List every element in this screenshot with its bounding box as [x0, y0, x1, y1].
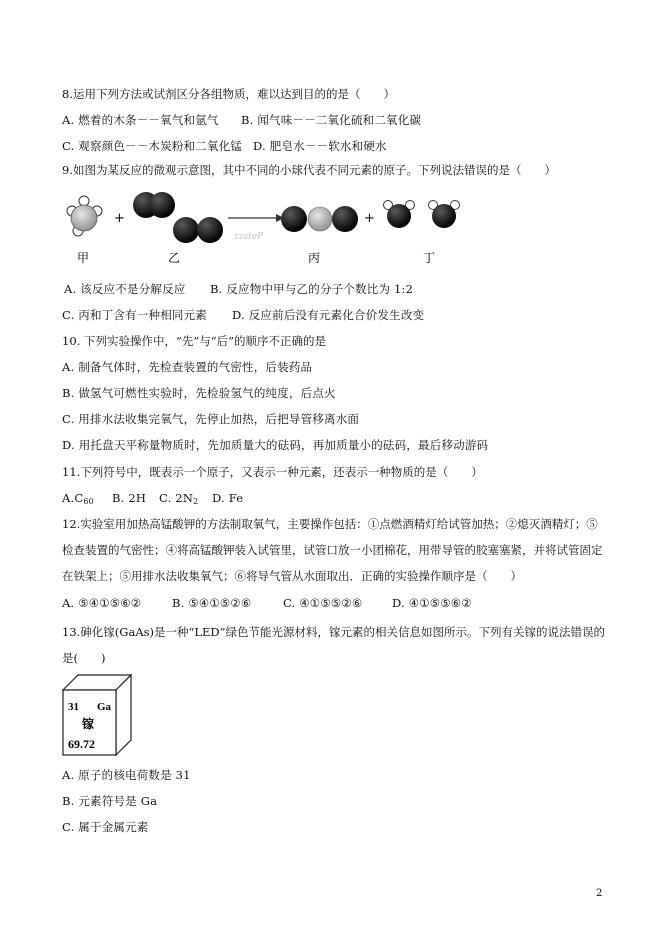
q8-option-d: D. 肥皂水－－软水和硬水 — [253, 139, 387, 153]
label-ding: 丁 — [423, 251, 436, 265]
plus-sign-1: + — [114, 211, 125, 226]
q12-option-b: B. ⑤④①⑤②⑥ — [172, 596, 252, 610]
label-bing: 丙 — [308, 251, 321, 265]
molecule-yi — [133, 192, 223, 243]
gallium-element-card — [62, 674, 132, 756]
q8-option-c: C. 观察颜色－－木炭粉和二氧化锰 — [62, 139, 243, 153]
q11-stem: 11.下列符号中，既表示一个原子，又表示一种元素，还表示一种物质的是（ ） — [62, 465, 483, 479]
q10-option-c: C. 用排水法收集完氧气，先停止加热，后把导管移离水面 — [62, 412, 360, 426]
q12-option-d: D. ④①⑤⑤⑥② — [392, 596, 472, 610]
q9-option-d: D. 反应前后没有元素化合价发生改变 — [232, 308, 425, 322]
q11-option-d: D. Fe — [212, 491, 244, 505]
q10-stem: 10. 下列实验操作中，“先”与“后”的顺序不正确的是 — [62, 334, 326, 348]
molecule-jia — [67, 196, 102, 236]
q11-option-a: $A.C_{60}$ — [62, 491, 94, 506]
q12-option-c: C. ④①⑤⑤②⑥ — [283, 596, 363, 610]
molecule-bing — [281, 206, 358, 232]
q10-option-a: A. 制备气体时，先检查装置的气密性，后装药品 — [62, 360, 313, 374]
q8-option-a: A. 燃着的木条－－氧气和氩气 — [62, 113, 219, 127]
q12-stem-line-3: 在铁架上；⑤用排水法收集氧气；⑥将导气管从水面取出．正确的实验操作顺序是（ ） — [62, 569, 522, 583]
label-jia: 甲 — [77, 251, 90, 265]
watermark: zzsteP — [234, 232, 264, 242]
q8-option-b: B. 闻气味－－二氧化硫和二氧化碳 — [241, 113, 422, 127]
q9-option-b: B. 反应物中甲与乙的分子个数比为 1:2 — [210, 282, 414, 296]
q11-option-c: C. $2N_2$ — [159, 491, 199, 506]
reaction-arrow — [228, 214, 284, 222]
card-atomic-number: 31 — [68, 701, 79, 713]
page-number: 2 — [596, 888, 603, 899]
card-name: 镓 — [82, 717, 95, 731]
q13-stem-line-2: 是( ) — [62, 651, 106, 665]
q13-option-b: B. 元素符号是 Ga — [62, 794, 158, 808]
q12-stem-line-1: 12.实验室用加热高锰酸钾的方法制取氧气，主要操作包括：①点燃酒精灯给试管加热；②熄灭酒精灯；⑤ — [62, 517, 598, 531]
q13-option-a: A. 原子的核电荷数是 31 — [62, 768, 191, 782]
plus-sign-2: + — [364, 211, 375, 226]
q12-stem-line-2: 检查装置的气密性；④将高锰酸钾装入试管里，试管口放一小团棉花，用带导管的胶塞塞紧，并将试管固定 — [62, 543, 603, 557]
label-yi: 乙 — [168, 251, 181, 265]
q13-option-c: C. 属于金属元素 — [62, 820, 149, 834]
q11-option-b: B. 2H — [112, 491, 147, 505]
q12-option-a: A. ⑤④①⑤⑥② — [62, 596, 142, 610]
molecule-ding — [384, 201, 460, 229]
reaction-diagram — [62, 189, 472, 271]
q9-option-c: C. 丙和丁含有一种相同元素 — [62, 308, 207, 322]
card-atomic-mass: 69.72 — [68, 737, 95, 751]
card-symbol: Ga — [97, 701, 112, 713]
q9-option-a: A. 该反应不是分解反应 — [64, 282, 186, 296]
q13-stem-line-1: 13.砷化镓(GaAs)是一种“LED”绿色节能光源材料，镓元素的相关信息如图所示。下列有关镓的说法错误的 — [62, 625, 606, 639]
q8-stem: 8.运用下列方法或试剂区分各组物质，难以达到目的的是（ ） — [62, 87, 395, 101]
q10-option-d: D. 用托盘天平称量物质时，先加质量大的砝码，再加质量小的砝码，最后移动游码 — [62, 438, 489, 452]
q9-stem: 9.如图为某反应的微观示意图，其中不同的小球代表不同元素的原子。下列说法错误的是（ ） — [62, 163, 556, 177]
q10-option-b: B. 做氢气可燃性实验时，先检验氢气的纯度，后点火 — [62, 386, 336, 400]
